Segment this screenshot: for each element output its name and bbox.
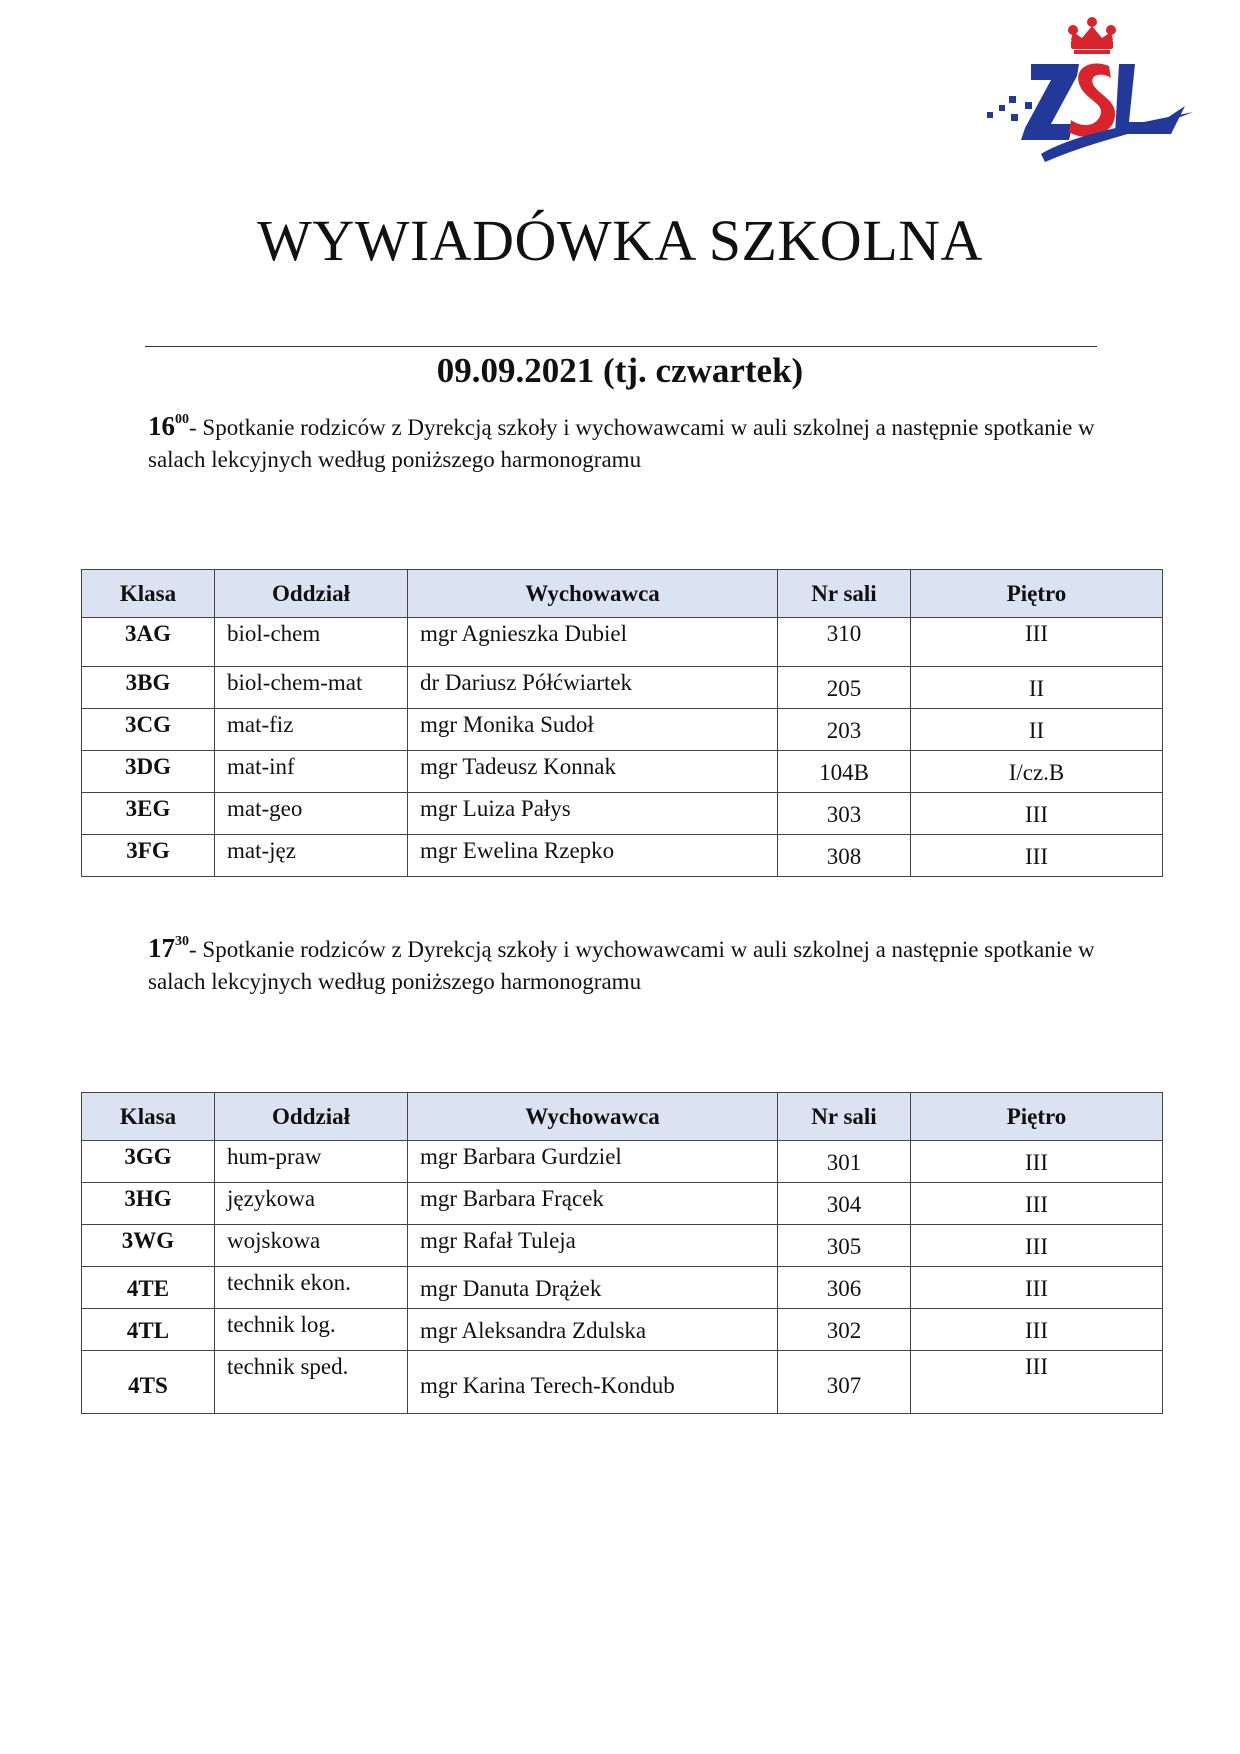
header-klasa: Klasa (82, 1093, 215, 1141)
cell-wychowawca: mgr Aleksandra Zdulska (408, 1309, 778, 1351)
header-oddzial: Oddział (215, 1093, 408, 1141)
cell-nr-sali: 307 (778, 1351, 911, 1414)
session-1-intro (148, 410, 1108, 476)
cell-oddzial: mat-inf (215, 751, 408, 793)
cell-nr-sali: 301 (778, 1141, 911, 1183)
schedule-table-1 (81, 569, 1163, 877)
cell-wychowawca: mgr Tadeusz Konnak (408, 751, 778, 793)
cell-klasa: 3HG (82, 1183, 215, 1225)
session-2-intro (148, 932, 1108, 998)
cell-nr-sali: 308 (778, 835, 911, 877)
cell-oddzial: technik ekon. (215, 1267, 408, 1309)
header-wychowawca: Wychowawca (408, 570, 778, 618)
schedule-table-2 (81, 1092, 1163, 1414)
cell-nr-sali: 205 (778, 667, 911, 709)
header-pietro: Piętro (911, 570, 1163, 618)
cell-pietro: II (911, 667, 1163, 709)
cell-klasa: 4TE (82, 1267, 215, 1309)
cell-pietro: III (911, 1141, 1163, 1183)
crown-icon (1068, 17, 1116, 54)
cell-wychowawca: mgr Monika Sudoł (408, 709, 778, 751)
cell-oddzial: biol-chem-mat (215, 667, 408, 709)
cell-nr-sali: 303 (778, 793, 911, 835)
cell-wychowawca: dr Dariusz Półćwiartek (408, 667, 778, 709)
session-1-time-minutes: 00 (175, 412, 189, 427)
header-klasa: Klasa (82, 570, 215, 618)
table-row (82, 1351, 1163, 1414)
school-logo (985, 14, 1195, 164)
meeting-date: 09.09.2021 (tj. czwartek) (436, 351, 804, 390)
session-1-time-hour: 16 (148, 411, 175, 441)
page-title: WYWIADÓWKA SZKOLNA (257, 208, 983, 273)
cell-wychowawca: mgr Barbara Gurdziel (408, 1141, 778, 1183)
cell-nr-sali: 304 (778, 1183, 911, 1225)
table-row (82, 751, 1163, 793)
table-row (82, 1267, 1163, 1309)
cell-oddzial: technik sped. (215, 1351, 408, 1414)
table-row (82, 1225, 1163, 1267)
table-row (82, 667, 1163, 709)
cell-klasa: 3DG (82, 751, 215, 793)
cell-oddzial: mat-geo (215, 793, 408, 835)
table-header-row (82, 1093, 1163, 1141)
session-2-time-hour: 17 (148, 933, 175, 963)
cell-nr-sali: 104B (778, 751, 911, 793)
cell-pietro: III (911, 1225, 1163, 1267)
table-row (82, 835, 1163, 877)
cell-oddzial: językowa (215, 1183, 408, 1225)
cell-wychowawca: mgr Ewelina Rzepko (408, 835, 778, 877)
header-oddzial: Oddział (215, 570, 408, 618)
cell-nr-sali: 310 (778, 618, 911, 667)
cell-pietro: III (911, 1351, 1163, 1414)
header-nr-sali: Nr sali (778, 570, 911, 618)
cell-klasa: 3EG (82, 793, 215, 835)
cell-pietro: II (911, 709, 1163, 751)
cell-wychowawca: mgr Barbara Frącek (408, 1183, 778, 1225)
cell-pietro: III (911, 1267, 1163, 1309)
cell-oddzial: technik log. (215, 1309, 408, 1351)
table-row (82, 1309, 1163, 1351)
table-row (82, 1183, 1163, 1225)
cell-oddzial: wojskowa (215, 1225, 408, 1267)
session-2-time-minutes: 30 (175, 934, 189, 949)
cell-wychowawca: mgr Rafał Tuleja (408, 1225, 778, 1267)
cell-oddzial: biol-chem (215, 618, 408, 667)
session-2-description: - Spotkanie rodziców z Dyrekcją szkoły i wychowawcami w auli szkolnej a następnie spotkanie w salach lekcyjnych według poniższego harmonogramu (148, 937, 1095, 994)
title-divider (145, 346, 1097, 347)
cell-klasa: 3AG (82, 618, 215, 667)
header-wychowawca: Wychowawca (408, 1093, 778, 1141)
cell-klasa: 4TL (82, 1309, 215, 1351)
cell-wychowawca: mgr Karina Terech-Kondub (408, 1351, 778, 1414)
cell-oddzial: mat-jęz (215, 835, 408, 877)
cell-nr-sali: 305 (778, 1225, 911, 1267)
dots-decoration (987, 96, 1032, 121)
table-header-row (82, 570, 1163, 618)
table-row (82, 709, 1163, 751)
cell-pietro: III (911, 618, 1163, 667)
cell-klasa: 3GG (82, 1141, 215, 1183)
cell-wychowawca: mgr Luiza Pałys (408, 793, 778, 835)
cell-klasa: 3WG (82, 1225, 215, 1267)
cell-wychowawca: mgr Agnieszka Dubiel (408, 618, 778, 667)
header-nr-sali: Nr sali (778, 1093, 911, 1141)
cell-klasa: 3BG (82, 667, 215, 709)
cell-pietro: I/cz.B (911, 751, 1163, 793)
table-row (82, 793, 1163, 835)
cell-pietro: III (911, 1309, 1163, 1351)
cell-nr-sali: 203 (778, 709, 911, 751)
session-1-description: - Spotkanie rodziców z Dyrekcją szkoły i wychowawcami w auli szkolnej a następnie spotkanie w salach lekcyjnych według poniższego harmonogramu (148, 415, 1095, 472)
cell-klasa: 3CG (82, 709, 215, 751)
cell-klasa: 4TS (82, 1351, 215, 1414)
cell-pietro: III (911, 835, 1163, 877)
table-row (82, 618, 1163, 667)
cell-pietro: III (911, 793, 1163, 835)
cell-oddzial: hum-praw (215, 1141, 408, 1183)
cell-wychowawca: mgr Danuta Drążek (408, 1267, 778, 1309)
cell-oddzial: mat-fiz (215, 709, 408, 751)
cell-nr-sali: 306 (778, 1267, 911, 1309)
table-row (82, 1141, 1163, 1183)
cell-nr-sali: 302 (778, 1309, 911, 1351)
cell-pietro: III (911, 1183, 1163, 1225)
header-pietro: Piętro (911, 1093, 1163, 1141)
cell-klasa: 3FG (82, 835, 215, 877)
